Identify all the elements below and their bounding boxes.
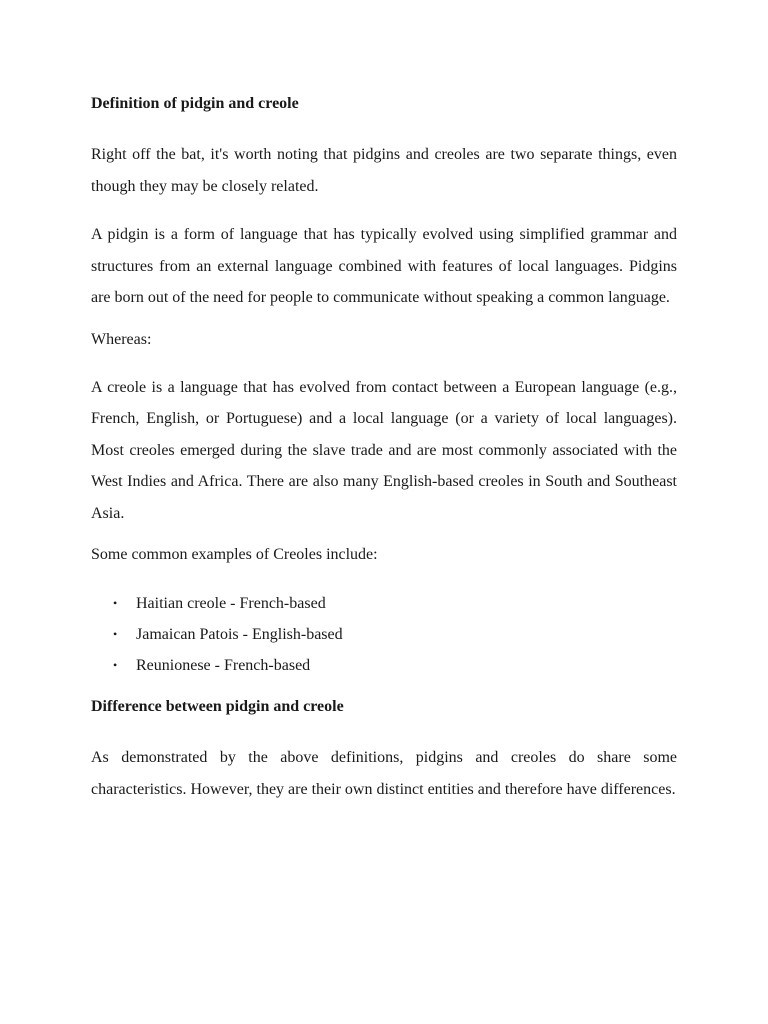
paragraph-pidgin-definition: A pidgin is a form of language that has typically evolved using simplified grammar and structures from an external language combined with features of local languages. Pidgins are born out of the need for people to communicate without speaking a common language.	[91, 226, 677, 306]
heading-difference: Difference between pidgin and creole	[91, 698, 344, 715]
document-page	[91, 90, 677, 805]
list-item: • Reunionese - French-based	[91, 650, 677, 681]
paragraph-difference: As demonstrated by the above definitions, pidgins and creoles do share some characteristics. However, they are their own distinct entities and therefore have differences.	[91, 749, 677, 798]
list-item: • Haitian creole - French-based	[91, 588, 677, 619]
paragraph-intro: Right off the bat, it's worth noting that pidgins and creoles are two separate things, even though they may be closely related.	[91, 146, 677, 195]
bullet-icon: •	[113, 658, 118, 672]
bullet-icon: •	[113, 596, 118, 610]
paragraph-examples-intro: Some common examples of Creoles include:	[91, 546, 378, 563]
bullet-icon: •	[113, 627, 118, 641]
paragraph-whereas: Whereas:	[91, 330, 152, 348]
list-item: • Jamaican Patois - English-based	[91, 619, 677, 650]
heading-definition: Definition of pidgin and creole	[91, 95, 299, 112]
creole-examples-list	[91, 588, 677, 681]
paragraph-creole-definition: A creole is a language that has evolved from contact between a European language (e.g., French, English, or Portuguese) and a local language (or a variety of local languages). Most creoles emerged during the slave trade and are most commonly associated with the West Indies and Africa. There are also many English-based creoles in South and Southeast Asia.	[91, 378, 677, 522]
